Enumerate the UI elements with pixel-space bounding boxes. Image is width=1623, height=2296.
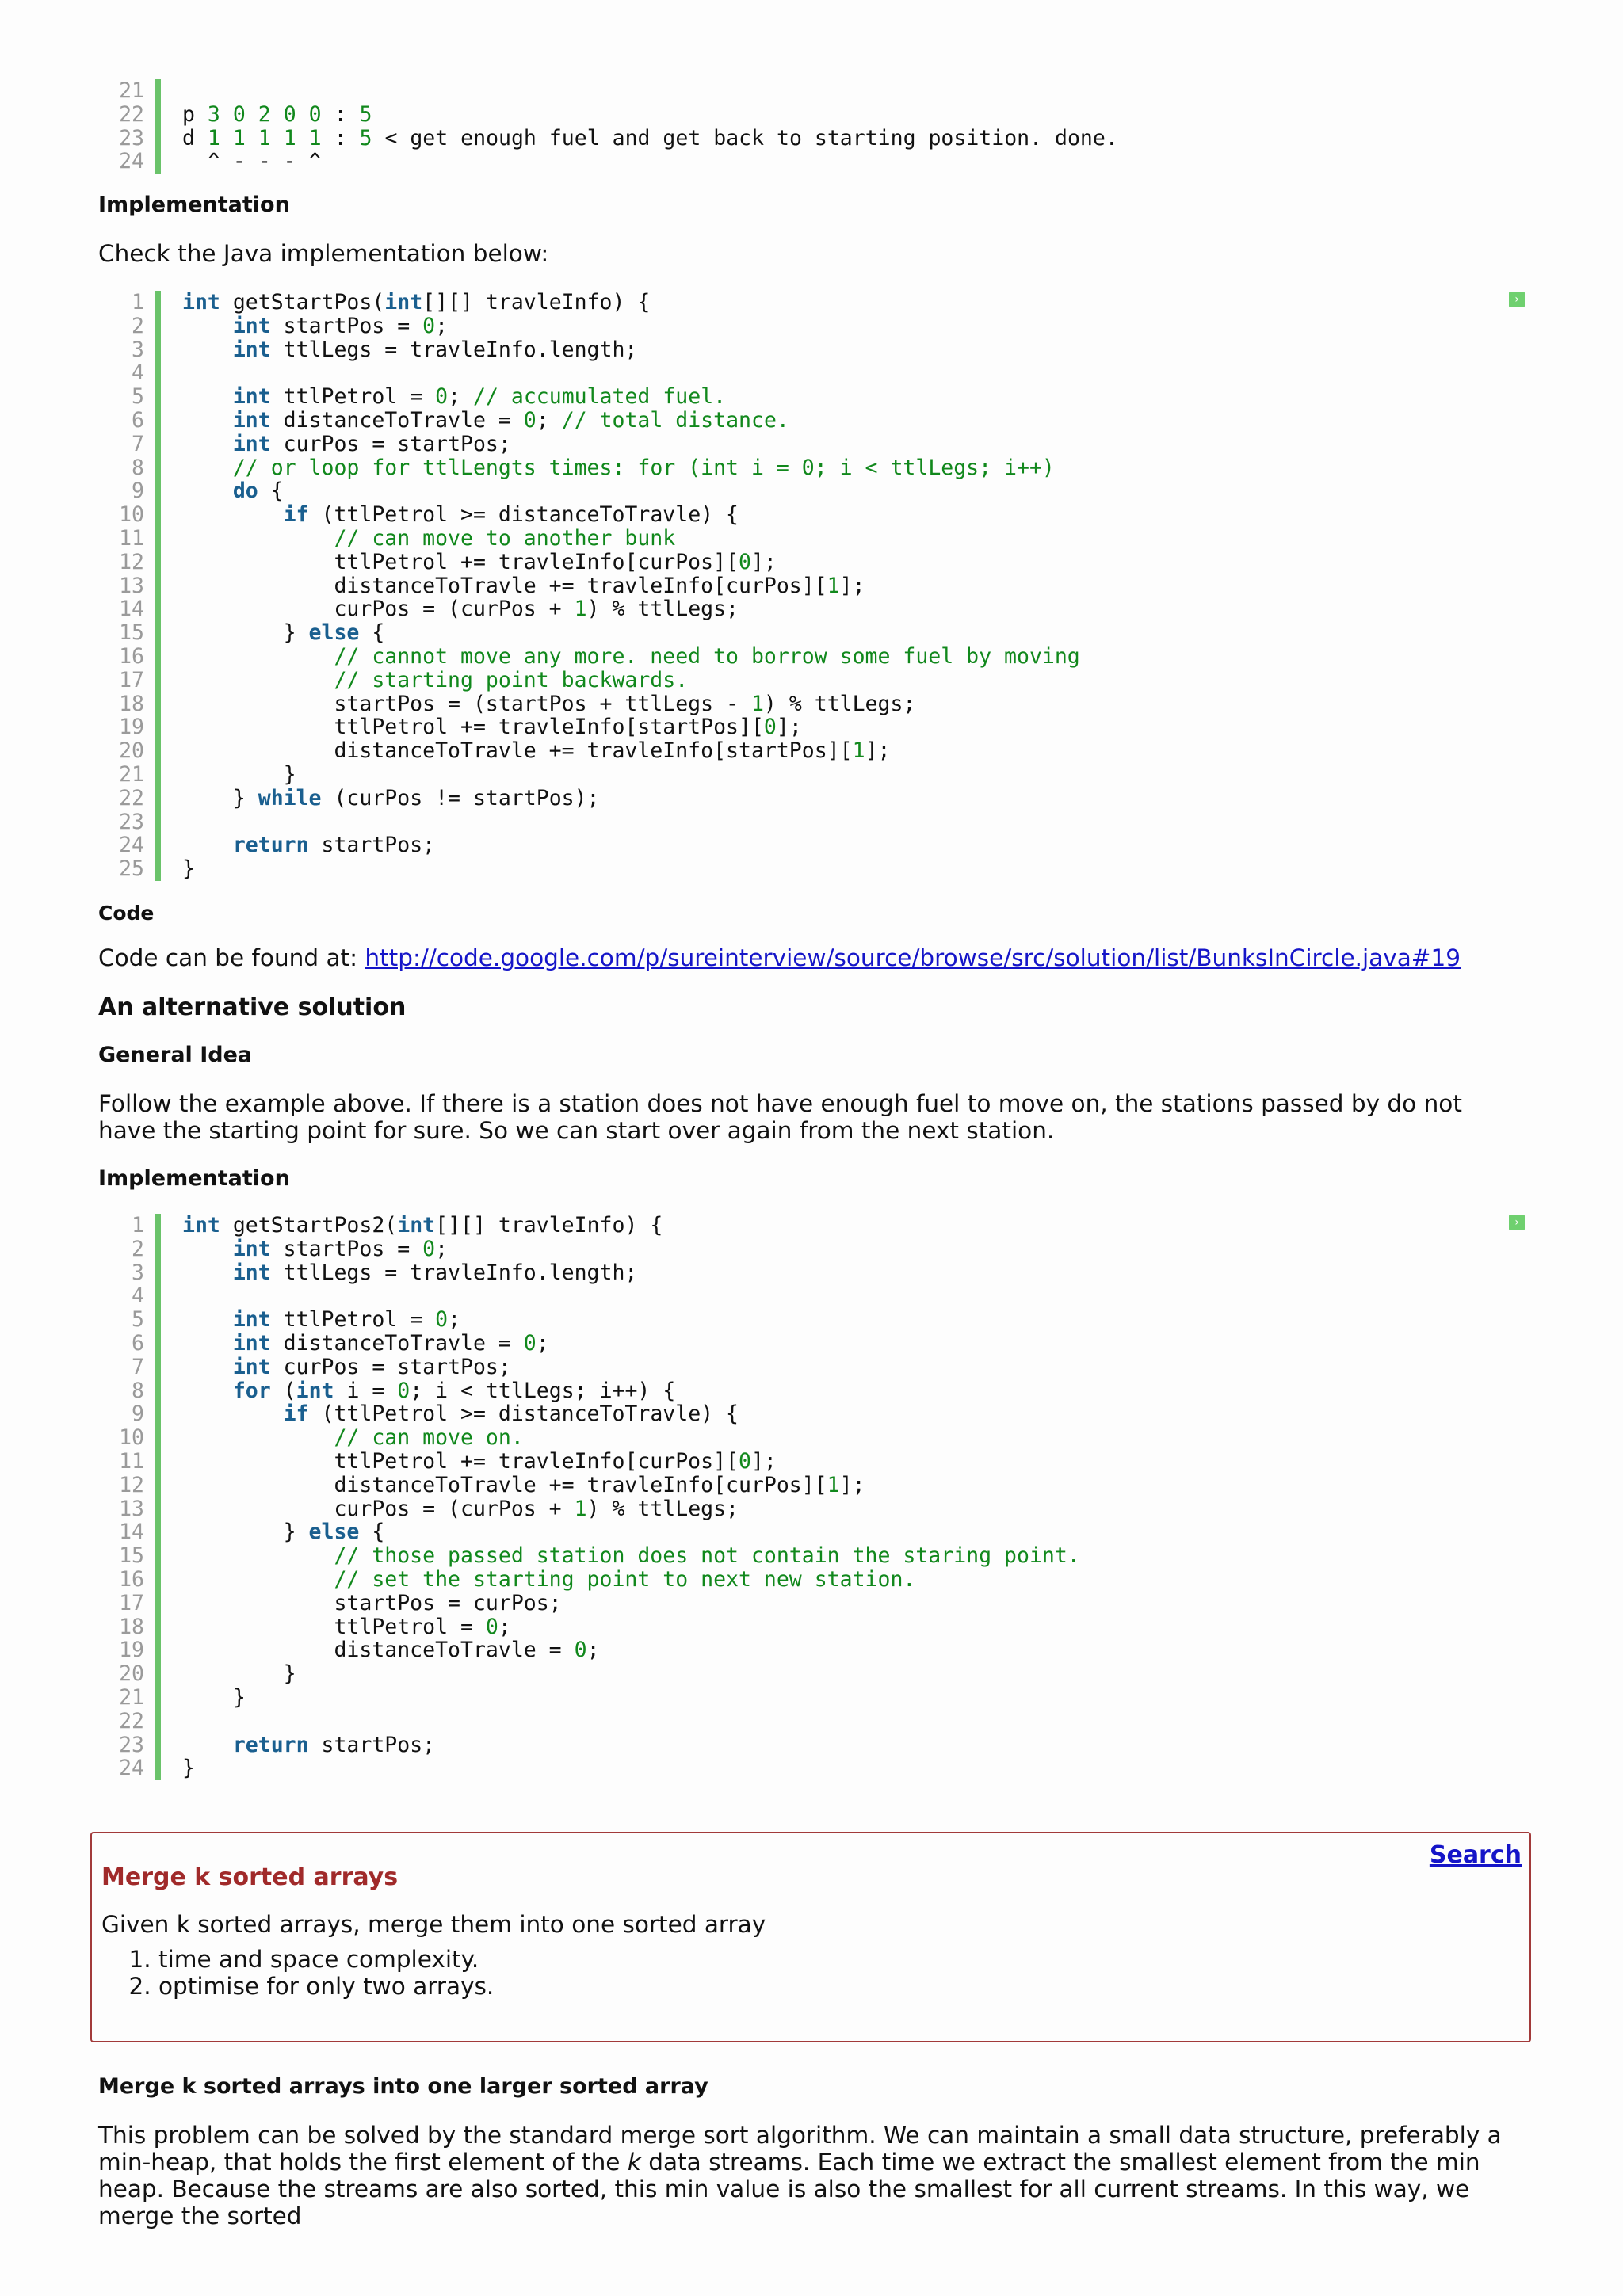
line-number: 25 bbox=[119, 856, 144, 882]
merge-text-part-a: This problem can be solved by the standard merge sort algorithm. We can maintain a small data structure, preferably a min-heap, that holds the first element of the bbox=[98, 2122, 1502, 2176]
code-text: } bbox=[182, 1684, 246, 1710]
code-text: } bbox=[182, 761, 296, 787]
code-line bbox=[0, 338, 1623, 362]
line-number: 23 bbox=[119, 125, 144, 151]
code-line bbox=[0, 409, 1623, 433]
code-line bbox=[0, 1756, 1623, 1780]
code-text: int ttlLegs = travleInfo.length; bbox=[232, 1260, 638, 1285]
code-line bbox=[0, 1356, 1623, 1379]
problem-title: Merge k sorted arrays bbox=[101, 1863, 399, 1891]
line-number: 6 bbox=[132, 1330, 144, 1356]
line-number: 19 bbox=[119, 1638, 144, 1663]
expand-source-icon[interactable]: › bbox=[1509, 292, 1525, 307]
code-line bbox=[0, 1402, 1623, 1426]
code-line bbox=[0, 763, 1623, 787]
section-heading-implementation-2: Implementation bbox=[98, 1166, 290, 1191]
line-number: 7 bbox=[132, 1354, 144, 1379]
code-text: int ttlPetrol = 0; // accumulated fuel. bbox=[232, 384, 727, 410]
code-line bbox=[0, 1332, 1623, 1356]
code-location-text bbox=[98, 944, 1525, 971]
line-number: 1 bbox=[132, 1213, 144, 1238]
code-line bbox=[0, 692, 1623, 716]
line-number: 10 bbox=[119, 502, 144, 528]
code-line bbox=[0, 1568, 1623, 1592]
line-number: 8 bbox=[132, 455, 144, 480]
code-line bbox=[0, 1214, 1623, 1238]
line-number: 14 bbox=[119, 597, 144, 622]
line-number: 9 bbox=[132, 479, 144, 504]
code-line bbox=[0, 1592, 1623, 1615]
code-line bbox=[0, 1308, 1623, 1332]
code-line bbox=[0, 1638, 1623, 1662]
code-text: for (int i = 0; i < ttlLegs; i++) { bbox=[232, 1378, 676, 1403]
code-text: int curPos = startPos; bbox=[232, 431, 511, 456]
code-text: return startPos; bbox=[232, 1732, 436, 1757]
line-number: 5 bbox=[132, 1307, 144, 1333]
problem-box bbox=[90, 1832, 1531, 2042]
code-line bbox=[0, 715, 1623, 739]
code-line bbox=[0, 739, 1623, 763]
line-number: 15 bbox=[119, 620, 144, 646]
code-line bbox=[0, 315, 1623, 338]
code-text: curPos = (curPos + 1) % ttlLegs; bbox=[182, 1496, 739, 1521]
code-line bbox=[0, 1284, 1623, 1308]
line-number: 1 bbox=[132, 290, 144, 315]
code-line bbox=[0, 1686, 1623, 1710]
code-line bbox=[0, 810, 1623, 834]
code-text: int startPos = 0; bbox=[232, 1236, 449, 1261]
line-number: 19 bbox=[119, 715, 144, 740]
code-text: return startPos; bbox=[232, 833, 436, 858]
code-text: } bbox=[182, 1756, 195, 1781]
code-line bbox=[0, 103, 1623, 127]
code-text: // or loop for ttlLengts times: for (int i = 0; i < ttlLegs; i++) bbox=[232, 455, 1055, 480]
code-text: int getStartPos(int[][] travleInfo) { bbox=[182, 290, 651, 315]
line-number: 11 bbox=[119, 1448, 144, 1474]
code-line bbox=[0, 597, 1623, 621]
code-text: // cannot move any more. need to borrow some fuel by moving bbox=[334, 643, 1080, 669]
line-number: 15 bbox=[119, 1543, 144, 1569]
code-line bbox=[0, 1238, 1623, 1261]
general-idea-text: Follow the example above. If there is a station does not have enough fuel to move on, the stations passed by do not have the starting point for sure. So we can start over again from the next station. bbox=[98, 1090, 1462, 1144]
code-line bbox=[0, 551, 1623, 574]
section-heading-general-idea: General Idea bbox=[98, 1043, 253, 1067]
code-text: ttlPetrol += travleInfo[curPos][0]; bbox=[182, 549, 777, 574]
code-text: int ttlPetrol = 0; bbox=[232, 1307, 461, 1333]
line-number: 10 bbox=[119, 1425, 144, 1451]
code-text: if (ttlPetrol >= distanceToTravle) { bbox=[283, 1402, 739, 1427]
code-block-example-table bbox=[0, 79, 1623, 174]
code-line bbox=[0, 833, 1623, 857]
list-item: 1. time and space complexity. bbox=[158, 1946, 494, 1973]
code-line bbox=[0, 291, 1623, 315]
code-text: } bbox=[182, 1661, 296, 1687]
merge-explanation-text bbox=[98, 2122, 1525, 2229]
code-text: int distanceToTravle = 0; bbox=[232, 1330, 549, 1356]
line-number: 13 bbox=[119, 573, 144, 598]
code-line bbox=[0, 433, 1623, 456]
code-text: int getStartPos2(int[][] travleInfo) { bbox=[182, 1213, 663, 1238]
code-text: // starting point backwards. bbox=[334, 667, 689, 692]
line-number: 16 bbox=[119, 643, 144, 669]
section-heading-alternative: An alternative solution bbox=[98, 994, 407, 1021]
search-link[interactable]: Search bbox=[1429, 1841, 1522, 1869]
code-text: distanceToTravle += travleInfo[curPos][1]; bbox=[182, 573, 865, 598]
code-text: do { bbox=[232, 479, 284, 504]
line-number: 18 bbox=[119, 1614, 144, 1639]
code-line bbox=[0, 1379, 1623, 1403]
line-number: 22 bbox=[119, 101, 144, 127]
code-text: distanceToTravle = 0; bbox=[182, 1638, 600, 1663]
code-text: ttlPetrol += travleInfo[curPos][0]; bbox=[182, 1448, 777, 1474]
line-number: 9 bbox=[132, 1402, 144, 1427]
line-number: 21 bbox=[119, 1684, 144, 1710]
code-text: int distanceToTravle = 0; // total distance. bbox=[232, 407, 789, 433]
code-block-getstartpos bbox=[0, 291, 1623, 881]
line-number: 12 bbox=[119, 549, 144, 574]
code-line bbox=[0, 1710, 1623, 1733]
code-line bbox=[0, 1733, 1623, 1757]
code-text: curPos = (curPos + 1) % ttlLegs; bbox=[182, 597, 739, 622]
code-text: ttlPetrol = 0; bbox=[182, 1614, 511, 1639]
code-text: ttlPetrol += travleInfo[startPos][0]; bbox=[182, 715, 802, 740]
code-line bbox=[0, 1544, 1623, 1568]
implementation-intro-text: Check the Java implementation below: bbox=[98, 240, 549, 267]
code-text: int ttlLegs = travleInfo.length; bbox=[232, 337, 638, 362]
code-text: int curPos = startPos; bbox=[232, 1354, 511, 1379]
code-line bbox=[0, 1474, 1623, 1497]
line-number: 13 bbox=[119, 1496, 144, 1521]
merge-text-k: k bbox=[627, 2149, 641, 2176]
line-number: 17 bbox=[119, 667, 144, 692]
line-number: 24 bbox=[119, 1756, 144, 1781]
code-line bbox=[0, 1662, 1623, 1686]
line-number: 11 bbox=[119, 525, 144, 551]
line-number: 16 bbox=[119, 1566, 144, 1592]
line-number: 20 bbox=[119, 738, 144, 764]
line-number: 22 bbox=[119, 785, 144, 810]
line-number: 3 bbox=[132, 1260, 144, 1285]
code-text: if (ttlPetrol >= distanceToTravle) { bbox=[283, 502, 739, 528]
code-line bbox=[0, 127, 1623, 151]
line-number: 6 bbox=[132, 407, 144, 433]
code-line bbox=[0, 1520, 1623, 1544]
code-line bbox=[0, 1261, 1623, 1285]
code-text: // can move on. bbox=[334, 1425, 524, 1451]
code-line bbox=[0, 1615, 1623, 1639]
line-number: 7 bbox=[132, 431, 144, 456]
code-text: startPos = curPos; bbox=[182, 1590, 562, 1615]
line-number: 2 bbox=[132, 1236, 144, 1261]
line-number: 23 bbox=[119, 809, 144, 834]
code-text: } else { bbox=[182, 620, 385, 646]
problem-description: Given k sorted arrays, merge them into one sorted array bbox=[101, 1911, 766, 1938]
code-text: int startPos = 0; bbox=[232, 313, 449, 338]
line-number: 2 bbox=[132, 313, 144, 338]
line-number: 12 bbox=[119, 1472, 144, 1497]
source-code-link[interactable]: http://code.google.com/p/sureinterview/source/browse/src/solution/list/BunksInCircle.java#19 bbox=[365, 944, 1461, 971]
code-line bbox=[0, 1450, 1623, 1474]
code-line bbox=[0, 669, 1623, 692]
list-item: 2. optimise for only two arrays. bbox=[158, 1973, 494, 2000]
line-number: 4 bbox=[132, 360, 144, 386]
code-line bbox=[0, 361, 1623, 385]
line-number: 22 bbox=[119, 1708, 144, 1733]
code-text: startPos = (startPos + ttlLegs - 1) % ttlLegs; bbox=[182, 691, 916, 716]
code-text: distanceToTravle += travleInfo[startPos][1]; bbox=[182, 738, 891, 764]
line-number: 4 bbox=[132, 1283, 144, 1309]
section-heading-code: Code bbox=[98, 902, 155, 925]
code-line bbox=[0, 621, 1623, 645]
code-text: ^ - - - ^ bbox=[182, 149, 322, 174]
code-text: distanceToTravle += travleInfo[curPos][1]; bbox=[182, 1472, 865, 1497]
line-number: 21 bbox=[119, 78, 144, 103]
line-number: 24 bbox=[119, 833, 144, 858]
code-text: // set the starting point to next new station. bbox=[334, 1566, 916, 1592]
line-number: 21 bbox=[119, 761, 144, 787]
line-number: 24 bbox=[119, 149, 144, 174]
code-text: // can move to another bunk bbox=[334, 525, 676, 551]
code-line bbox=[0, 1426, 1623, 1450]
code-line bbox=[0, 479, 1623, 503]
problem-requirements-list bbox=[101, 1946, 494, 2000]
code-line bbox=[0, 79, 1623, 103]
code-line bbox=[0, 1497, 1623, 1521]
code-line bbox=[0, 857, 1623, 881]
code-text: // those passed station does not contain the staring point. bbox=[334, 1543, 1080, 1569]
code-line bbox=[0, 503, 1623, 527]
section-heading-implementation: Implementation bbox=[98, 193, 290, 217]
code-line bbox=[0, 527, 1623, 551]
line-number: 5 bbox=[132, 384, 144, 410]
code-location-prefix: Code can be found at: bbox=[98, 944, 365, 971]
section-heading-merge: Merge k sorted arrays into one larger sorted array bbox=[98, 2074, 708, 2099]
line-number: 18 bbox=[119, 691, 144, 716]
code-line bbox=[0, 645, 1623, 669]
line-number: 8 bbox=[132, 1378, 144, 1403]
code-text: } bbox=[182, 856, 195, 882]
code-line bbox=[0, 787, 1623, 810]
code-line bbox=[0, 385, 1623, 409]
code-line bbox=[0, 150, 1623, 174]
code-text: } while (curPos != startPos); bbox=[182, 785, 600, 810]
line-number: 14 bbox=[119, 1520, 144, 1545]
code-text: d 1 1 1 1 1 : 5 < get enough fuel and get back to starting position. done. bbox=[182, 125, 1118, 151]
code-text: p 3 0 2 0 0 : 5 bbox=[182, 101, 372, 127]
code-line bbox=[0, 456, 1623, 480]
line-number: 17 bbox=[119, 1590, 144, 1615]
code-line bbox=[0, 574, 1623, 598]
merge-text-part-b: data streams. Each time we extract the smallest element from the min heap. Because the streams are also sorted, this min value is also the smallest for all current streams. In this way, we merge the sorted bbox=[98, 2149, 1480, 2229]
expand-source-icon-2[interactable]: › bbox=[1509, 1215, 1525, 1230]
code-block-getstartpos2 bbox=[0, 1214, 1623, 1780]
code-text: } else { bbox=[182, 1520, 385, 1545]
line-number: 3 bbox=[132, 337, 144, 362]
line-number: 23 bbox=[119, 1732, 144, 1757]
line-number: 20 bbox=[119, 1661, 144, 1687]
